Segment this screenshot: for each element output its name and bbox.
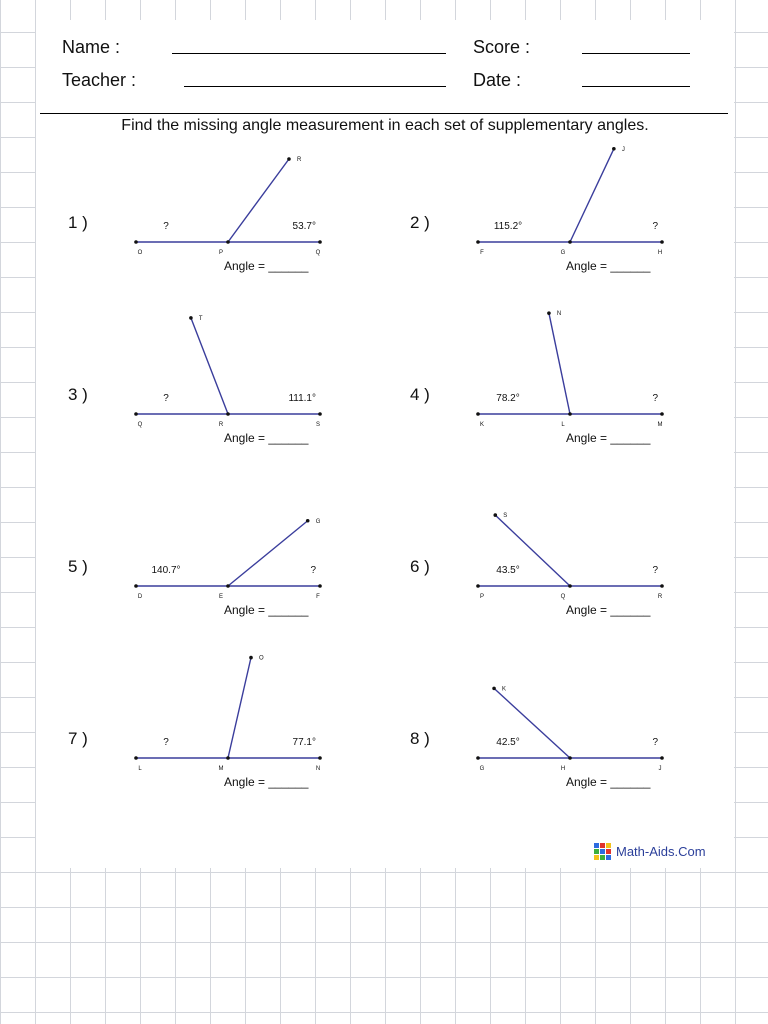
ray-point — [612, 147, 616, 151]
answer-field[interactable]: Angle = ______ — [566, 259, 651, 273]
score-field[interactable] — [582, 53, 690, 54]
unknown-angle: ? — [652, 221, 658, 232]
footer-logo[interactable] — [594, 843, 706, 860]
ray-point — [189, 316, 193, 320]
given-angle: 115.2° — [493, 221, 523, 232]
left-point — [134, 756, 138, 760]
given-angle: 42.5° — [496, 737, 520, 748]
unknown-angle: ? — [163, 221, 169, 232]
point-label-right: F — [316, 594, 320, 600]
unknown-angle: ? — [163, 737, 169, 748]
answer-field[interactable]: Angle = ______ — [224, 259, 309, 273]
right-point — [660, 240, 664, 244]
unknown-angle: ? — [652, 737, 658, 748]
vertex-point — [226, 584, 230, 588]
point-label-right: M — [657, 422, 663, 428]
right-point — [318, 584, 322, 588]
point-label-vertex: E — [218, 594, 224, 600]
point-label-ray: J — [621, 146, 625, 153]
problem-number: 8 ) — [410, 729, 430, 748]
answer-field[interactable]: Angle = ______ — [224, 431, 309, 445]
ray-point — [306, 519, 310, 523]
unknown-angle: ? — [652, 393, 658, 404]
logo-text: Math-Aids.Com — [616, 844, 706, 859]
ray-point — [287, 157, 291, 161]
point-label-vertex: H — [560, 766, 566, 772]
worksheet — [36, 20, 734, 868]
point-label-right: Q — [315, 250, 321, 256]
right-point — [318, 756, 322, 760]
problem-1 — [68, 156, 408, 312]
problem-number: 4 ) — [410, 385, 430, 404]
left-point — [134, 412, 138, 416]
point-label-ray: G — [315, 518, 321, 525]
left-point — [134, 240, 138, 244]
ray-point — [249, 656, 253, 660]
teacher-label: Teacher : — [62, 70, 137, 90]
given-angle: 111.1° — [288, 393, 316, 404]
right-point — [660, 756, 664, 760]
point-label-ray: O — [258, 655, 264, 662]
problem-2 — [410, 146, 750, 312]
point-label-vertex: P — [218, 250, 224, 256]
given-angle: 78.2° — [496, 393, 520, 404]
problem-3 — [68, 315, 408, 484]
point-label-right: H — [657, 250, 663, 256]
score-label: Score : — [473, 37, 531, 57]
date-label: Date : — [473, 70, 522, 90]
problem-number: 3 ) — [68, 385, 88, 404]
point-label-ray: S — [503, 513, 508, 520]
point-label-right: J — [658, 766, 662, 772]
problem-number: 5 ) — [68, 557, 88, 576]
point-label-vertex: L — [561, 422, 565, 428]
ray-point — [492, 687, 496, 691]
name-field[interactable] — [172, 53, 446, 54]
ray-line — [228, 159, 289, 242]
point-label-vertex: R — [218, 422, 224, 428]
problem-6 — [410, 506, 750, 656]
answer-field[interactable]: Angle = ______ — [224, 603, 309, 617]
point-label-left: P — [479, 594, 485, 600]
problem-4 — [410, 311, 750, 484]
point-label-ray: T — [198, 315, 203, 322]
problem-number: 7 ) — [68, 729, 88, 748]
ray-point — [493, 513, 497, 517]
left-point — [476, 240, 480, 244]
problem-number: 2 ) — [410, 213, 430, 232]
abacus-icon — [594, 843, 611, 860]
unknown-angle: ? — [652, 565, 658, 576]
ray-line — [228, 658, 251, 758]
point-label-vertex: M — [218, 766, 224, 772]
vertex-point — [568, 756, 572, 760]
problem-5 — [68, 506, 408, 656]
vertex-point — [226, 412, 230, 416]
answer-field[interactable]: Angle = ______ — [566, 775, 651, 789]
date-field[interactable] — [582, 86, 690, 87]
right-point — [660, 584, 664, 588]
point-label-right: N — [315, 766, 321, 772]
point-label-right: R — [657, 594, 663, 600]
point-label-ray: K — [502, 686, 507, 693]
left-point — [476, 756, 480, 760]
right-point — [318, 412, 322, 416]
unknown-angle: ? — [310, 565, 316, 576]
point-label-ray: R — [296, 156, 302, 163]
point-label-vertex: G — [560, 250, 566, 256]
given-angle: 140.7° — [151, 565, 181, 576]
point-label-left: F — [480, 250, 484, 256]
point-label-left: K — [479, 422, 485, 428]
left-point — [476, 412, 480, 416]
point-label-vertex: Q — [560, 594, 566, 600]
point-label-ray: N — [556, 311, 562, 318]
point-label-left: D — [137, 594, 143, 600]
vertex-point — [568, 584, 572, 588]
vertex-point — [226, 240, 230, 244]
header-divider — [40, 113, 728, 114]
left-point — [476, 584, 480, 588]
vertex-point — [568, 240, 572, 244]
point-label-left: L — [138, 766, 142, 772]
given-angle: 53.7° — [292, 221, 316, 232]
given-angle: 43.5° — [496, 565, 520, 576]
problem-7 — [68, 655, 408, 828]
problem-number: 1 ) — [68, 213, 88, 232]
point-label-left: Q — [137, 422, 143, 428]
point-label-right: S — [315, 422, 321, 428]
ray-point — [547, 311, 551, 315]
vertex-point — [568, 412, 572, 416]
right-point — [660, 412, 664, 416]
ray-line — [191, 315, 228, 414]
right-point — [318, 240, 322, 244]
answer-field[interactable]: Angle = ______ — [566, 431, 651, 445]
ray-line — [570, 149, 614, 242]
problem-number: 6 ) — [410, 557, 430, 576]
instructions: Find the missing angle measurement in each set of supplementary angles. — [121, 117, 649, 134]
problem-8 — [410, 678, 750, 828]
point-label-left: O — [137, 250, 143, 256]
ray-line — [228, 521, 308, 586]
answer-field[interactable]: Angle = ______ — [566, 603, 651, 617]
name-label: Name : — [62, 37, 121, 57]
point-label-left: G — [479, 766, 485, 772]
given-angle: 77.1° — [292, 737, 316, 748]
unknown-angle: ? — [163, 393, 169, 404]
teacher-field[interactable] — [184, 86, 446, 87]
answer-field[interactable]: Angle = ______ — [224, 775, 309, 789]
ray-line — [549, 313, 570, 414]
vertex-point — [226, 756, 230, 760]
left-point — [134, 584, 138, 588]
